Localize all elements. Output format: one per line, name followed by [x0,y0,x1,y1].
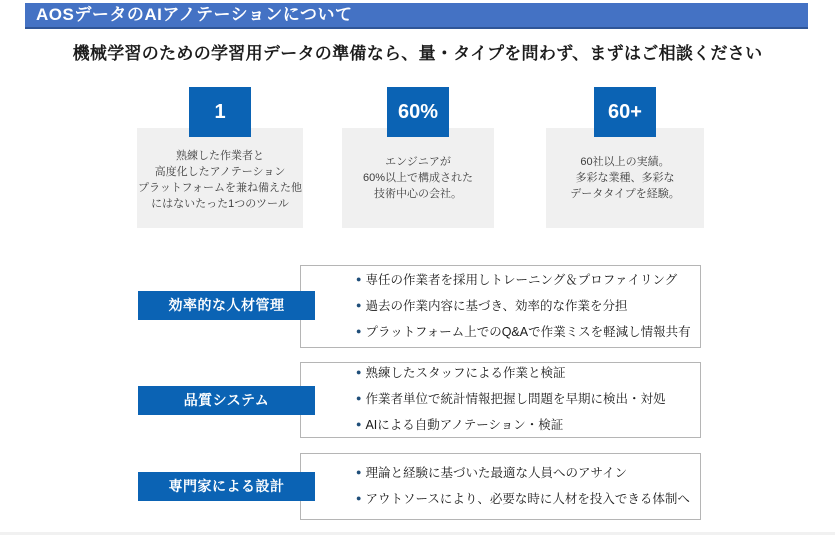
bullet-text: 理論と経験に基づいた最適な人員へのアサイン [365,465,628,480]
header-bar [25,3,808,29]
stat-line: 熟練した作業者と [176,150,264,162]
list-item [356,361,700,387]
stat-line: データタイプを経験。 [570,188,680,200]
list-item [356,487,700,513]
stat-line: 技術中心の会社。 [374,188,462,200]
list-item [356,268,700,294]
stat-line: 多彩な業種、多彩な [575,172,675,184]
bullet-text: 熟練したスタッフによる作業と検証 [365,366,566,380]
feature-box-quality [300,362,701,438]
bullet-list [301,266,700,347]
feature-label-expert-design: 専門家による設計 [138,472,315,501]
feature-box-personnel [300,265,701,348]
list-item [356,387,700,413]
bullet-dot-icon: ● [356,325,362,336]
bullet-dot-icon: ● [356,367,362,377]
stat-card-tool-text [137,148,303,212]
stat-card-track-record-text [546,154,704,202]
stat-line: エンジニアが [385,156,451,168]
page-title: AOSデータのAIアノテーションについて [36,5,353,24]
bullet-text: 専任の作業者を採用しトレーニング＆プロファイリング [365,272,678,287]
stat-badge-60pct: 60% [387,87,449,137]
bullet-text: アウトソースにより、必要な時に人材を投入できる体制へ [365,491,690,506]
bullet-dot-icon: ● [356,466,362,477]
stat-line: プラットフォームを兼ね備えた他 [138,182,302,194]
feature-label-personnel: 効率的な人材管理 [138,291,315,320]
list-item [356,461,700,487]
feature-box-expert-design [300,453,701,520]
stat-line: 60社以上の実績。 [580,156,670,168]
feature-label-quality: 品質システム [138,386,315,415]
bullet-dot-icon: ● [356,273,362,284]
stat-card-engineers-text [342,154,494,202]
list-item [356,320,700,346]
subtitle: 機械学習のための学習用データの準備なら、量・タイプを問わず、まずはご相談ください [72,44,763,63]
stat-line: 60%以上で構成された [362,172,473,184]
bullet-dot-icon: ● [356,492,362,503]
bullet-dot-icon: ● [356,299,362,310]
bullet-text: プラットフォーム上でのQ&Aで作業ミスを軽減し情報共有 [365,324,691,339]
list-item [356,413,700,439]
list-item [356,294,700,320]
stat-line: にはないたった1つのツール [151,198,289,210]
bullet-text: AIによる自動アノテーション・検証 [365,418,564,432]
bullet-text: 作業者単位で統計情報把握し問題を早期に検出・対処 [365,392,666,406]
stat-line: 高度化したアノテーション [154,166,286,178]
stat-badge-60plus: 60+ [594,87,656,137]
bullet-text: 過去の作業内容に基づき、効率的な作業を分担 [365,298,628,313]
bullet-list [301,454,700,519]
bullet-list [301,363,700,437]
bullet-dot-icon: ● [356,393,362,403]
stat-badge-1: 1 [189,87,251,137]
bullet-dot-icon: ● [356,419,362,429]
